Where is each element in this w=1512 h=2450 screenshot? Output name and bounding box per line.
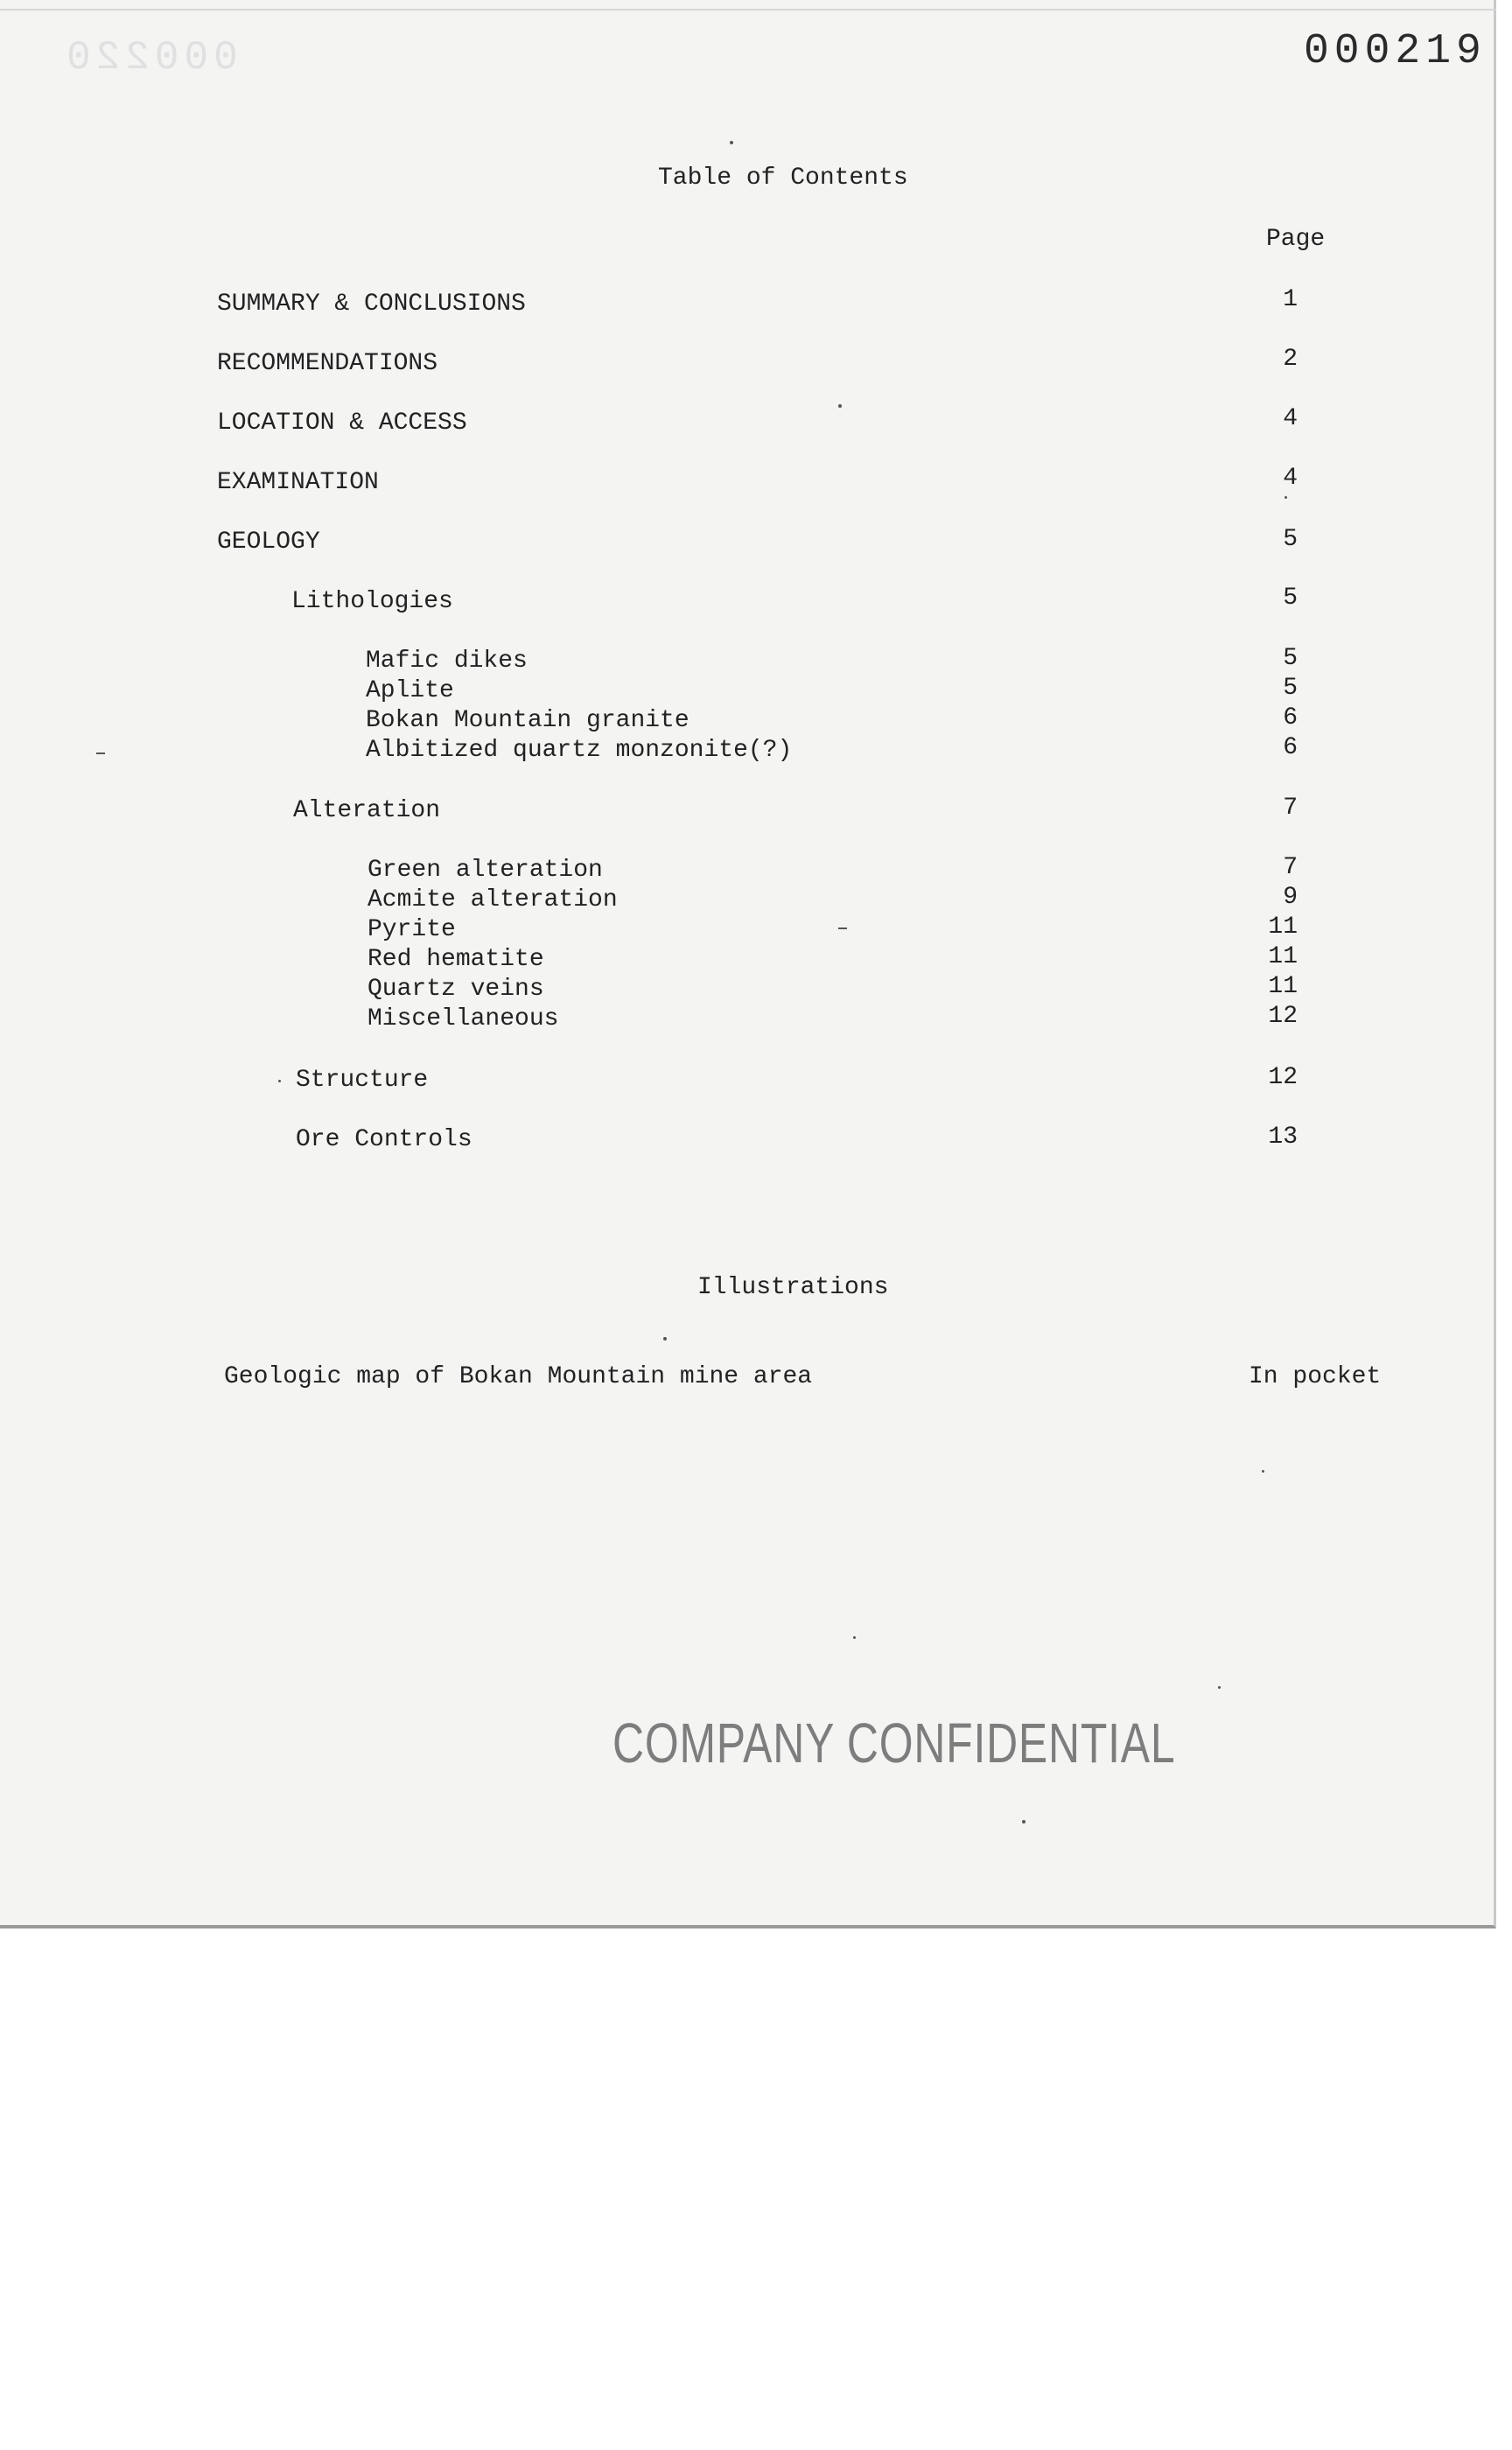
toc-page-aplite: 5 [1283,675,1298,702]
toc-page-mafic-dikes: 5 [1283,645,1298,672]
scan-speck [1218,1686,1221,1689]
toc-title: Table of Contents [658,164,908,192]
toc-entry-examination: EXAMINATION [217,469,379,496]
toc-page-acmite-alteration: 9 [1283,884,1298,911]
page-column-heading: Page [1266,226,1326,253]
toc-entry-summary: SUMMARY & CONCLUSIONS [217,290,526,318]
scan-speck [1022,1820,1026,1824]
scan-speck [1262,1470,1264,1473]
toc-entry-miscellaneous: Miscellaneous [368,1005,559,1032]
toc-entry-red-hematite: Red hematite [368,946,544,973]
toc-entry-mafic-dikes: Mafic dikes [366,648,528,675]
illustration-location: In pocket [1249,1363,1382,1390]
toc-page-albitized-monzonite: 6 [1283,734,1298,761]
scan-speck [838,928,847,929]
illustration-entry-geologic-map: Geologic map of Bokan Mountain mine area [224,1363,813,1390]
toc-entry-acmite-alteration: Acmite alteration [368,886,618,914]
toc-entry-ore-controls: Ore Controls [296,1126,472,1153]
toc-entry-aplite: Aplite [366,677,454,704]
toc-entry-geology: GEOLOGY [217,528,320,556]
document-number: 000219 [1304,28,1487,75]
toc-entry-green-alteration: Green alteration [368,857,603,884]
toc-entry-recommendations: RECOMMENDATIONS [217,350,438,377]
scan-speck [278,1080,281,1082]
scan-speck [730,141,733,144]
toc-page-red-hematite: 11 [1268,943,1298,970]
scan-speck [853,1636,856,1639]
page-edge [0,9,1496,10]
toc-page-green-alteration: 7 [1283,854,1298,881]
toc-entry-albitized-monzonite: Albitized quartz monzonite(?) [366,737,793,764]
toc-entry-location: LOCATION & ACCESS [217,410,467,437]
toc-entry-lithologies: Lithologies [291,588,453,615]
toc-page-geology: 5 [1283,526,1298,553]
toc-entry-quartz-veins: Quartz veins [368,976,544,1003]
bleed-through-number: 000220 [61,35,238,80]
toc-page-ore-controls: 13 [1268,1124,1298,1151]
confidential-stamp: COMPANY CONFIDENTIAL [612,1712,1176,1774]
toc-page-quartz-veins: 11 [1268,973,1298,1000]
toc-entry-bokan-granite: Bokan Mountain granite [366,707,690,734]
toc-entry-pyrite: Pyrite [368,916,456,943]
toc-page-lithologies: 5 [1283,584,1298,612]
toc-page-miscellaneous: 12 [1268,1003,1298,1030]
toc-page-bokan-granite: 6 [1283,704,1298,732]
toc-page-alteration: 7 [1283,794,1298,822]
illustrations-title: Illustrations [697,1274,889,1301]
toc-page-recommendations: 2 [1283,346,1298,373]
toc-page-summary: 1 [1283,286,1298,313]
toc-entry-alteration: Alteration [293,797,441,824]
toc-page-pyrite: 11 [1268,914,1298,941]
toc-entry-structure: Structure [296,1067,429,1094]
scan-speck [663,1337,667,1340]
toc-page-structure: 12 [1268,1064,1298,1091]
scan-speck [838,404,842,408]
toc-page-examination: 4 [1283,465,1298,492]
scan-speck [96,752,105,754]
toc-page-location: 4 [1283,405,1298,432]
scan-speck [1284,496,1287,499]
